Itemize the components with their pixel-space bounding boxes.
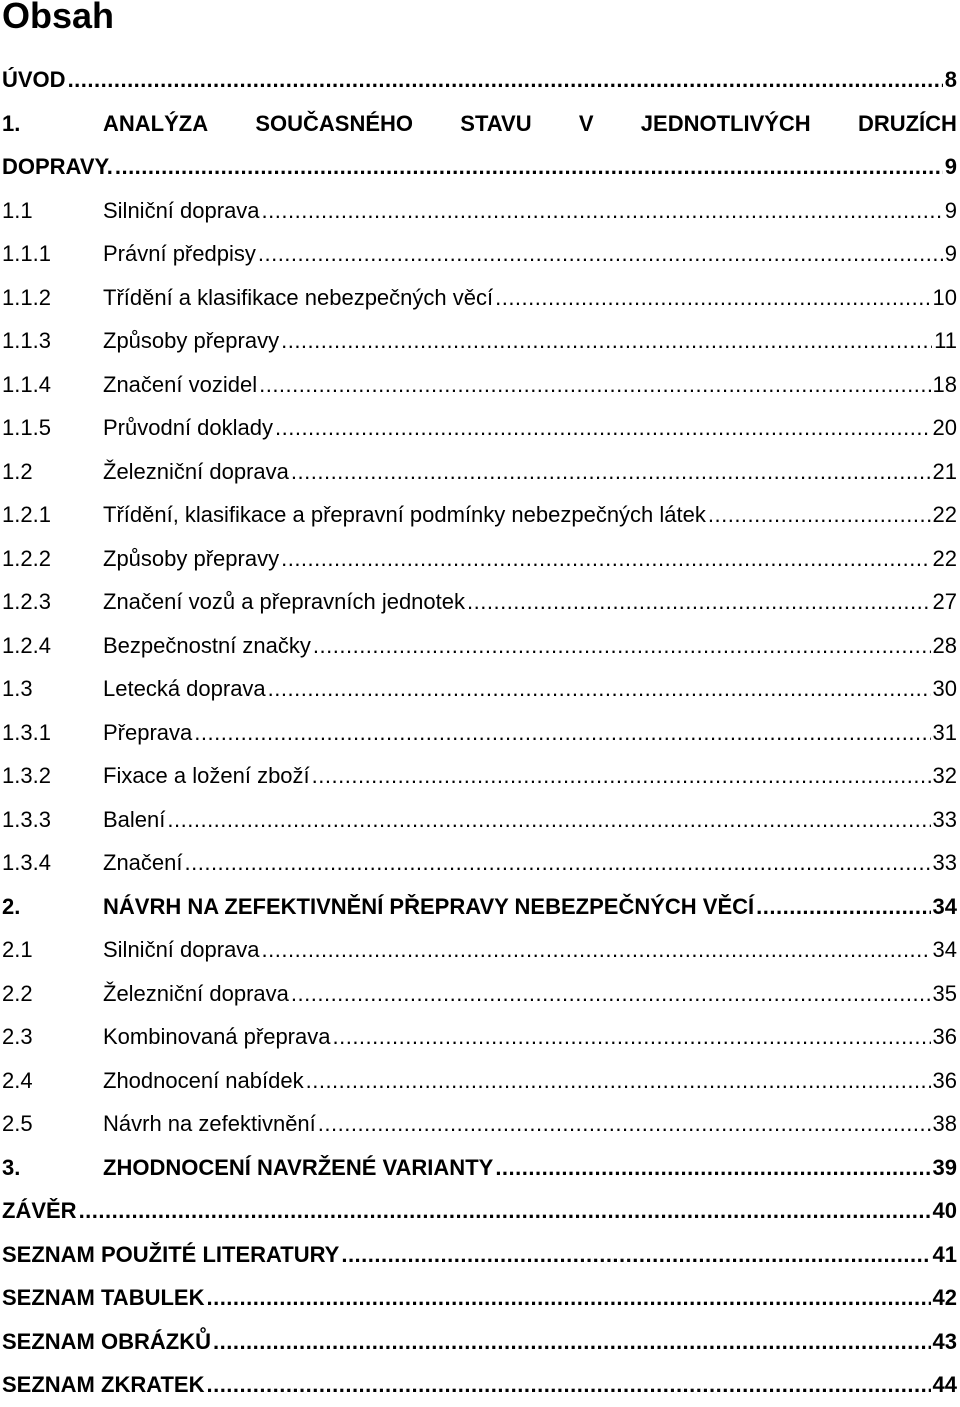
toc-entry[interactable] xyxy=(0,841,957,885)
toc-leader-dots xyxy=(495,276,930,320)
toc-leader-dots xyxy=(259,363,930,407)
toc-entry[interactable] xyxy=(0,928,957,972)
toc-heading-word: ANALÝZA xyxy=(103,110,209,136)
toc-entry-page: 39 xyxy=(932,1154,957,1180)
toc-entry-number: 1.2.2 xyxy=(2,545,51,571)
toc-leader-dots xyxy=(258,232,943,276)
toc-entry-label: Třídění a klasifikace nebezpečných věcí xyxy=(103,284,494,310)
toc-entry-page: 35 xyxy=(932,980,957,1006)
toc-leader-dots xyxy=(194,711,930,755)
toc-entry-label: Způsoby přepravy xyxy=(103,545,280,571)
toc-entry-number: 1.1.1 xyxy=(2,241,51,266)
toc-entry-page: 9 xyxy=(944,197,957,223)
toc-leader-dots xyxy=(708,493,931,537)
toc-leader-dots xyxy=(262,189,943,233)
toc-entry-label: Železniční doprava xyxy=(103,980,289,1006)
toc-entry-number: 1.3.1 xyxy=(2,719,51,745)
toc-entry-label: SEZNAM POUŽITÉ LITERATURY xyxy=(2,1241,340,1267)
toc-entry-label: Balení xyxy=(103,806,166,832)
toc-entry-page: 11 xyxy=(934,328,957,353)
table-of-contents xyxy=(0,58,957,1407)
page-title: Obsah xyxy=(2,0,115,36)
toc-entry-zaver[interactable] xyxy=(0,1189,957,1233)
toc-entry-page: 38 xyxy=(932,1111,957,1136)
toc-entry[interactable] xyxy=(0,363,957,407)
toc-entry[interactable] xyxy=(0,580,957,624)
toc-entry-number: 2.2 xyxy=(2,980,33,1006)
toc-entry-label: ÚVOD xyxy=(2,67,66,92)
toc-entry-label: Způsoby přepravy xyxy=(103,328,280,353)
toc-entry-number: 1.2 xyxy=(2,458,33,484)
toc-leader-dots xyxy=(291,450,931,494)
toc-entry[interactable] xyxy=(0,537,957,581)
toc-leader-dots xyxy=(318,1102,931,1146)
toc-leader-dots xyxy=(281,319,932,363)
toc-leader-dots xyxy=(213,1320,931,1364)
toc-entry-label: SEZNAM OBRÁZKŮ xyxy=(2,1328,211,1354)
toc-entry-label: Silniční doprava xyxy=(103,197,260,223)
toc-entry-number: 1.1 xyxy=(2,197,33,223)
toc-leader-dots xyxy=(79,1189,931,1233)
toc-entry-page: 10 xyxy=(932,284,957,310)
toc-entry-label: Třídění, klasifikace a přepravní podmínky nebezpečných látek xyxy=(103,502,706,527)
toc-entry-page: 32 xyxy=(932,763,957,788)
toc-leader-dots xyxy=(467,580,931,624)
toc-entry-label: Letecká doprava xyxy=(103,676,266,701)
toc-entry-label: Průvodní doklady xyxy=(103,415,273,440)
toc-entry[interactable] xyxy=(0,798,957,842)
toc-entry-page: 33 xyxy=(932,850,957,875)
toc-entry-label: Bezpečnostní značky xyxy=(103,632,311,658)
toc-entry-tabulky[interactable] xyxy=(0,1276,957,1320)
toc-entry-page: 31 xyxy=(932,719,957,745)
toc-entry[interactable] xyxy=(0,493,957,537)
toc-entry-number: 2. xyxy=(2,893,21,919)
toc-entry-page: 34 xyxy=(932,893,957,919)
toc-entry-number: 1.2.1 xyxy=(2,502,51,527)
toc-entry-label: Právní předpisy xyxy=(103,241,256,266)
toc-leader-dots xyxy=(306,1059,931,1103)
toc-entry-number: 1.1.3 xyxy=(2,328,51,353)
toc-entry-label: Silniční doprava xyxy=(103,937,260,962)
toc-entry-label: Železniční doprava xyxy=(103,458,289,484)
toc-entry-label: ZHODNOCENÍ NAVRŽENÉ VARIANTY xyxy=(103,1154,494,1180)
toc-entry-page: 41 xyxy=(932,1241,957,1267)
toc-entry[interactable] xyxy=(0,1102,957,1146)
toc-entry-number: 3. xyxy=(2,1154,21,1180)
toc-entry[interactable] xyxy=(0,232,957,276)
toc-entry-zkratky[interactable] xyxy=(0,1363,957,1407)
toc-entry-number: 2.4 xyxy=(2,1067,33,1093)
toc-entry-chapter-3[interactable] xyxy=(0,1146,957,1190)
toc-entry-page: 34 xyxy=(932,937,957,962)
toc-entry-page: 20 xyxy=(932,415,957,440)
toc-entry-obrazky[interactable] xyxy=(0,1320,957,1364)
toc-entry-number: 1.3.2 xyxy=(2,763,51,788)
toc-entry-label: DOPRAVY. xyxy=(2,154,113,179)
toc-entry[interactable] xyxy=(0,276,957,320)
toc-entry-number: 1.1.5 xyxy=(2,415,51,440)
toc-entry[interactable] xyxy=(0,189,957,233)
toc-entry-label: Přeprava xyxy=(103,719,193,745)
toc-leader-dots xyxy=(185,841,931,885)
toc-entry-chapter-1[interactable] xyxy=(0,102,957,146)
toc-heading-word: V xyxy=(578,110,594,136)
toc-leader-dots xyxy=(275,406,931,450)
toc-entry-label: Návrh na zefektivnění xyxy=(103,1111,316,1136)
toc-entry[interactable] xyxy=(0,754,957,798)
toc-leader-dots xyxy=(341,1233,930,1277)
toc-entry-page: 9 xyxy=(944,154,957,179)
toc-entry-number: 1.2.3 xyxy=(2,589,51,614)
toc-leader-dots xyxy=(167,798,930,842)
toc-entry-page: 43 xyxy=(932,1328,957,1354)
toc-entry-page: 18 xyxy=(932,371,957,397)
toc-heading-word: DRUZÍCH xyxy=(857,110,957,136)
toc-entry-page: 30 xyxy=(932,676,957,701)
toc-entry-page: 22 xyxy=(932,502,957,527)
toc-entry-chapter-2[interactable] xyxy=(0,885,957,929)
toc-entry-number: 2.1 xyxy=(2,937,33,962)
toc-entry-number: 2.5 xyxy=(2,1111,33,1136)
toc-heading-word: SOUČASNÉHO xyxy=(255,110,414,136)
toc-entry-page: 27 xyxy=(932,589,957,614)
toc-entry-label xyxy=(103,102,957,146)
toc-entry-page: 44 xyxy=(932,1372,957,1397)
toc-leader-dots xyxy=(206,1363,930,1407)
toc-entry-number: 1.3.3 xyxy=(2,806,51,832)
toc-entry-number: 1.1.4 xyxy=(2,371,51,397)
toc-leader-dots xyxy=(291,972,931,1016)
toc-entry-page: 36 xyxy=(932,1067,957,1093)
toc-leader-dots xyxy=(268,667,931,711)
toc-leader-dots xyxy=(312,754,931,798)
toc-leader-dots xyxy=(281,537,930,581)
toc-entry-label: SEZNAM TABULEK xyxy=(2,1285,205,1310)
toc-entry-number: 1.1.2 xyxy=(2,284,51,310)
toc-entry-label: Značení vozů a přepravních jednotek xyxy=(103,589,466,614)
toc-heading-word: JEDNOTLIVÝCH xyxy=(640,110,811,136)
toc-leader-dots xyxy=(756,885,930,929)
toc-entry[interactable] xyxy=(0,1015,957,1059)
toc-entry[interactable] xyxy=(0,667,957,711)
toc-entry-label: Zhodnocení nabídek xyxy=(103,1067,304,1093)
toc-entry[interactable] xyxy=(0,1059,957,1103)
toc-entry-page: 9 xyxy=(944,241,957,266)
toc-entry-page: 42 xyxy=(932,1285,957,1310)
toc-entry-literatura[interactable] xyxy=(0,1233,957,1277)
toc-entry-label: Kombinovaná přeprava xyxy=(103,1024,331,1049)
toc-entry-number: 1.3.4 xyxy=(2,850,51,875)
toc-entry-label: NÁVRH NA ZEFEKTIVNĚNÍ PŘEPRAVY NEBEZPEČNÝCH VĚCÍ xyxy=(103,893,755,919)
toc-entry[interactable] xyxy=(0,711,957,755)
toc-entry[interactable] xyxy=(0,972,957,1016)
toc-entry-label: ZÁVĚR xyxy=(2,1198,77,1223)
toc-entry-label: Značení xyxy=(103,850,183,875)
toc-leader-dots xyxy=(262,928,931,972)
toc-entry-label: Fixace a ložení zboží xyxy=(103,763,310,788)
toc-entry-number: 1.2.4 xyxy=(2,632,51,658)
toc-leader-dots xyxy=(206,1276,930,1320)
toc-entry-page: 40 xyxy=(932,1198,957,1223)
toc-entry-page: 28 xyxy=(932,632,957,658)
toc-entry-label: Značení vozidel xyxy=(103,371,258,397)
toc-leader-dots xyxy=(313,624,931,668)
toc-entry-label: SEZNAM ZKRATEK xyxy=(2,1372,205,1397)
toc-entry-page: 33 xyxy=(932,806,957,832)
toc-entry-number: 2.3 xyxy=(2,1024,33,1049)
toc-leader-dots xyxy=(332,1015,930,1059)
toc-entry[interactable] xyxy=(0,406,957,450)
toc-entry[interactable] xyxy=(0,319,957,363)
toc-entry-page: 21 xyxy=(932,458,957,484)
toc-entry[interactable] xyxy=(0,450,957,494)
toc-entry-page: 36 xyxy=(932,1024,957,1049)
toc-leader-dots xyxy=(68,58,943,102)
toc-heading-word: STAVU xyxy=(460,110,532,136)
toc-entry-uvod[interactable] xyxy=(0,58,957,102)
toc-leader-dots xyxy=(115,145,943,189)
toc-entry-number: 1. xyxy=(2,110,21,136)
toc-entry-page: 22 xyxy=(932,545,957,571)
toc-entry-number: 1.3 xyxy=(2,676,33,701)
toc-entry[interactable] xyxy=(0,624,957,668)
toc-entry-chapter-1-continued[interactable] xyxy=(0,145,957,189)
toc-leader-dots xyxy=(495,1146,930,1190)
toc-entry-page: 8 xyxy=(944,67,957,92)
